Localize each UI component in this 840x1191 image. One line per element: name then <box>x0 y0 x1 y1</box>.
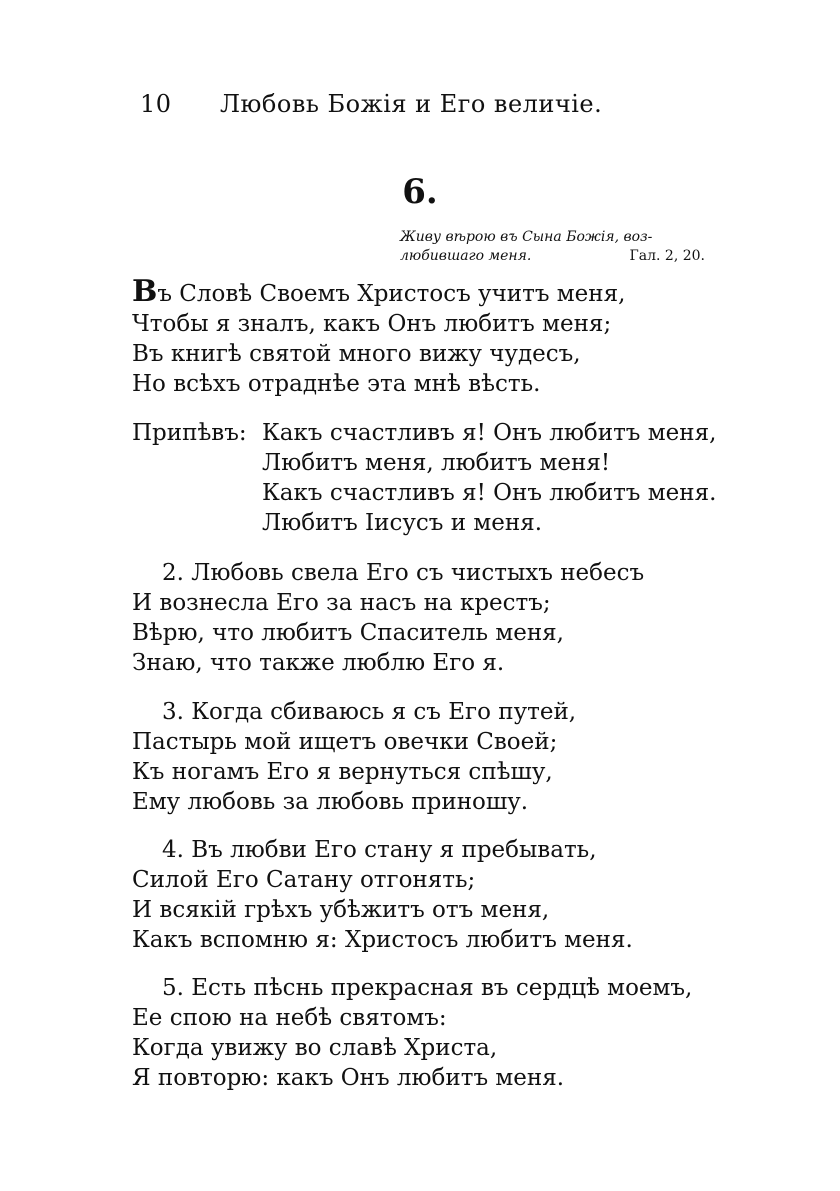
epigraph <box>400 228 705 266</box>
refrain-line: Любитъ Іисусъ и меня. <box>262 510 543 536</box>
refrain-label: Припѣвъ: <box>132 420 247 446</box>
verse-line: Чтобы я зналъ, какъ Онъ любитъ меня; <box>132 311 612 337</box>
verse-3 <box>132 697 732 817</box>
verse-line: Вѣрю, что любитъ Спаситель меня, <box>132 620 564 646</box>
refrain-line: Любитъ меня, любитъ меня! <box>262 450 611 476</box>
verse-line: Къ ногамъ Его я вернуться спѣшу, <box>132 759 553 785</box>
verse-line: 2. Любовь свела Его съ чистыхъ небесъ <box>162 560 645 586</box>
verse-line: 4. Въ любви Его стану я пребывать, <box>162 837 597 863</box>
verse-5 <box>132 973 732 1093</box>
verse-line: Въ Словѣ Своемъ Христосъ учитъ меня, <box>132 274 626 309</box>
running-title: Любовь Божія и Его величіе. <box>220 90 603 118</box>
verse-line: Ее спою на небѣ святомъ: <box>132 1005 447 1031</box>
verse-4 <box>132 835 732 955</box>
verse-line: Ему любовь за любовь приношу. <box>132 789 529 815</box>
verse-line: Какъ вспомню я: Христосъ любитъ меня. <box>132 927 633 953</box>
verse-1 <box>132 274 732 399</box>
verse-line: Знаю, что также люблю Его я. <box>132 650 505 676</box>
verse-line: Силой Его Сатану отгонять; <box>132 867 476 893</box>
verse-line: 5. Есть пѣснь прекрасная въ сердцѣ моемъ, <box>162 975 693 1001</box>
verse-line: 3. Когда сбиваюсь я съ Его путей, <box>162 699 577 725</box>
refrain-lines <box>262 418 716 538</box>
verse-line: Пастырь мой ищетъ овечки Своей; <box>132 729 558 755</box>
verse-line: Когда увижу во славѣ Христа, <box>132 1035 498 1061</box>
verse-line: И вознесла Его за насъ на крестъ; <box>132 590 551 616</box>
refrain-line: Какъ счастливъ я! Онъ любитъ меня. <box>262 480 717 506</box>
refrain-line: Какъ счастливъ я! Онъ любитъ меня, <box>262 420 717 446</box>
verse-line: Въ книгѣ святой много вижу чудесъ, <box>132 341 581 367</box>
hymn-number: 6. <box>402 172 438 212</box>
epigraph-reference: Гал. 2, 20. <box>629 248 705 264</box>
epigraph-text: Живу вѣрою въ Сына Божія, воз- любившаго меня. <box>400 229 653 264</box>
verse-line: И всякій грѣхъ убѣжитъ отъ меня, <box>132 897 550 923</box>
drop-cap: В <box>132 274 158 309</box>
verse-line: Я повторю: какъ Онъ любитъ меня. <box>132 1065 565 1091</box>
verse-line: Но всѣхъ отраднѣе эта мнѣ вѣсть. <box>132 371 541 397</box>
verse-2 <box>132 558 732 678</box>
page-number: 10 <box>140 90 172 118</box>
running-header <box>140 90 660 118</box>
